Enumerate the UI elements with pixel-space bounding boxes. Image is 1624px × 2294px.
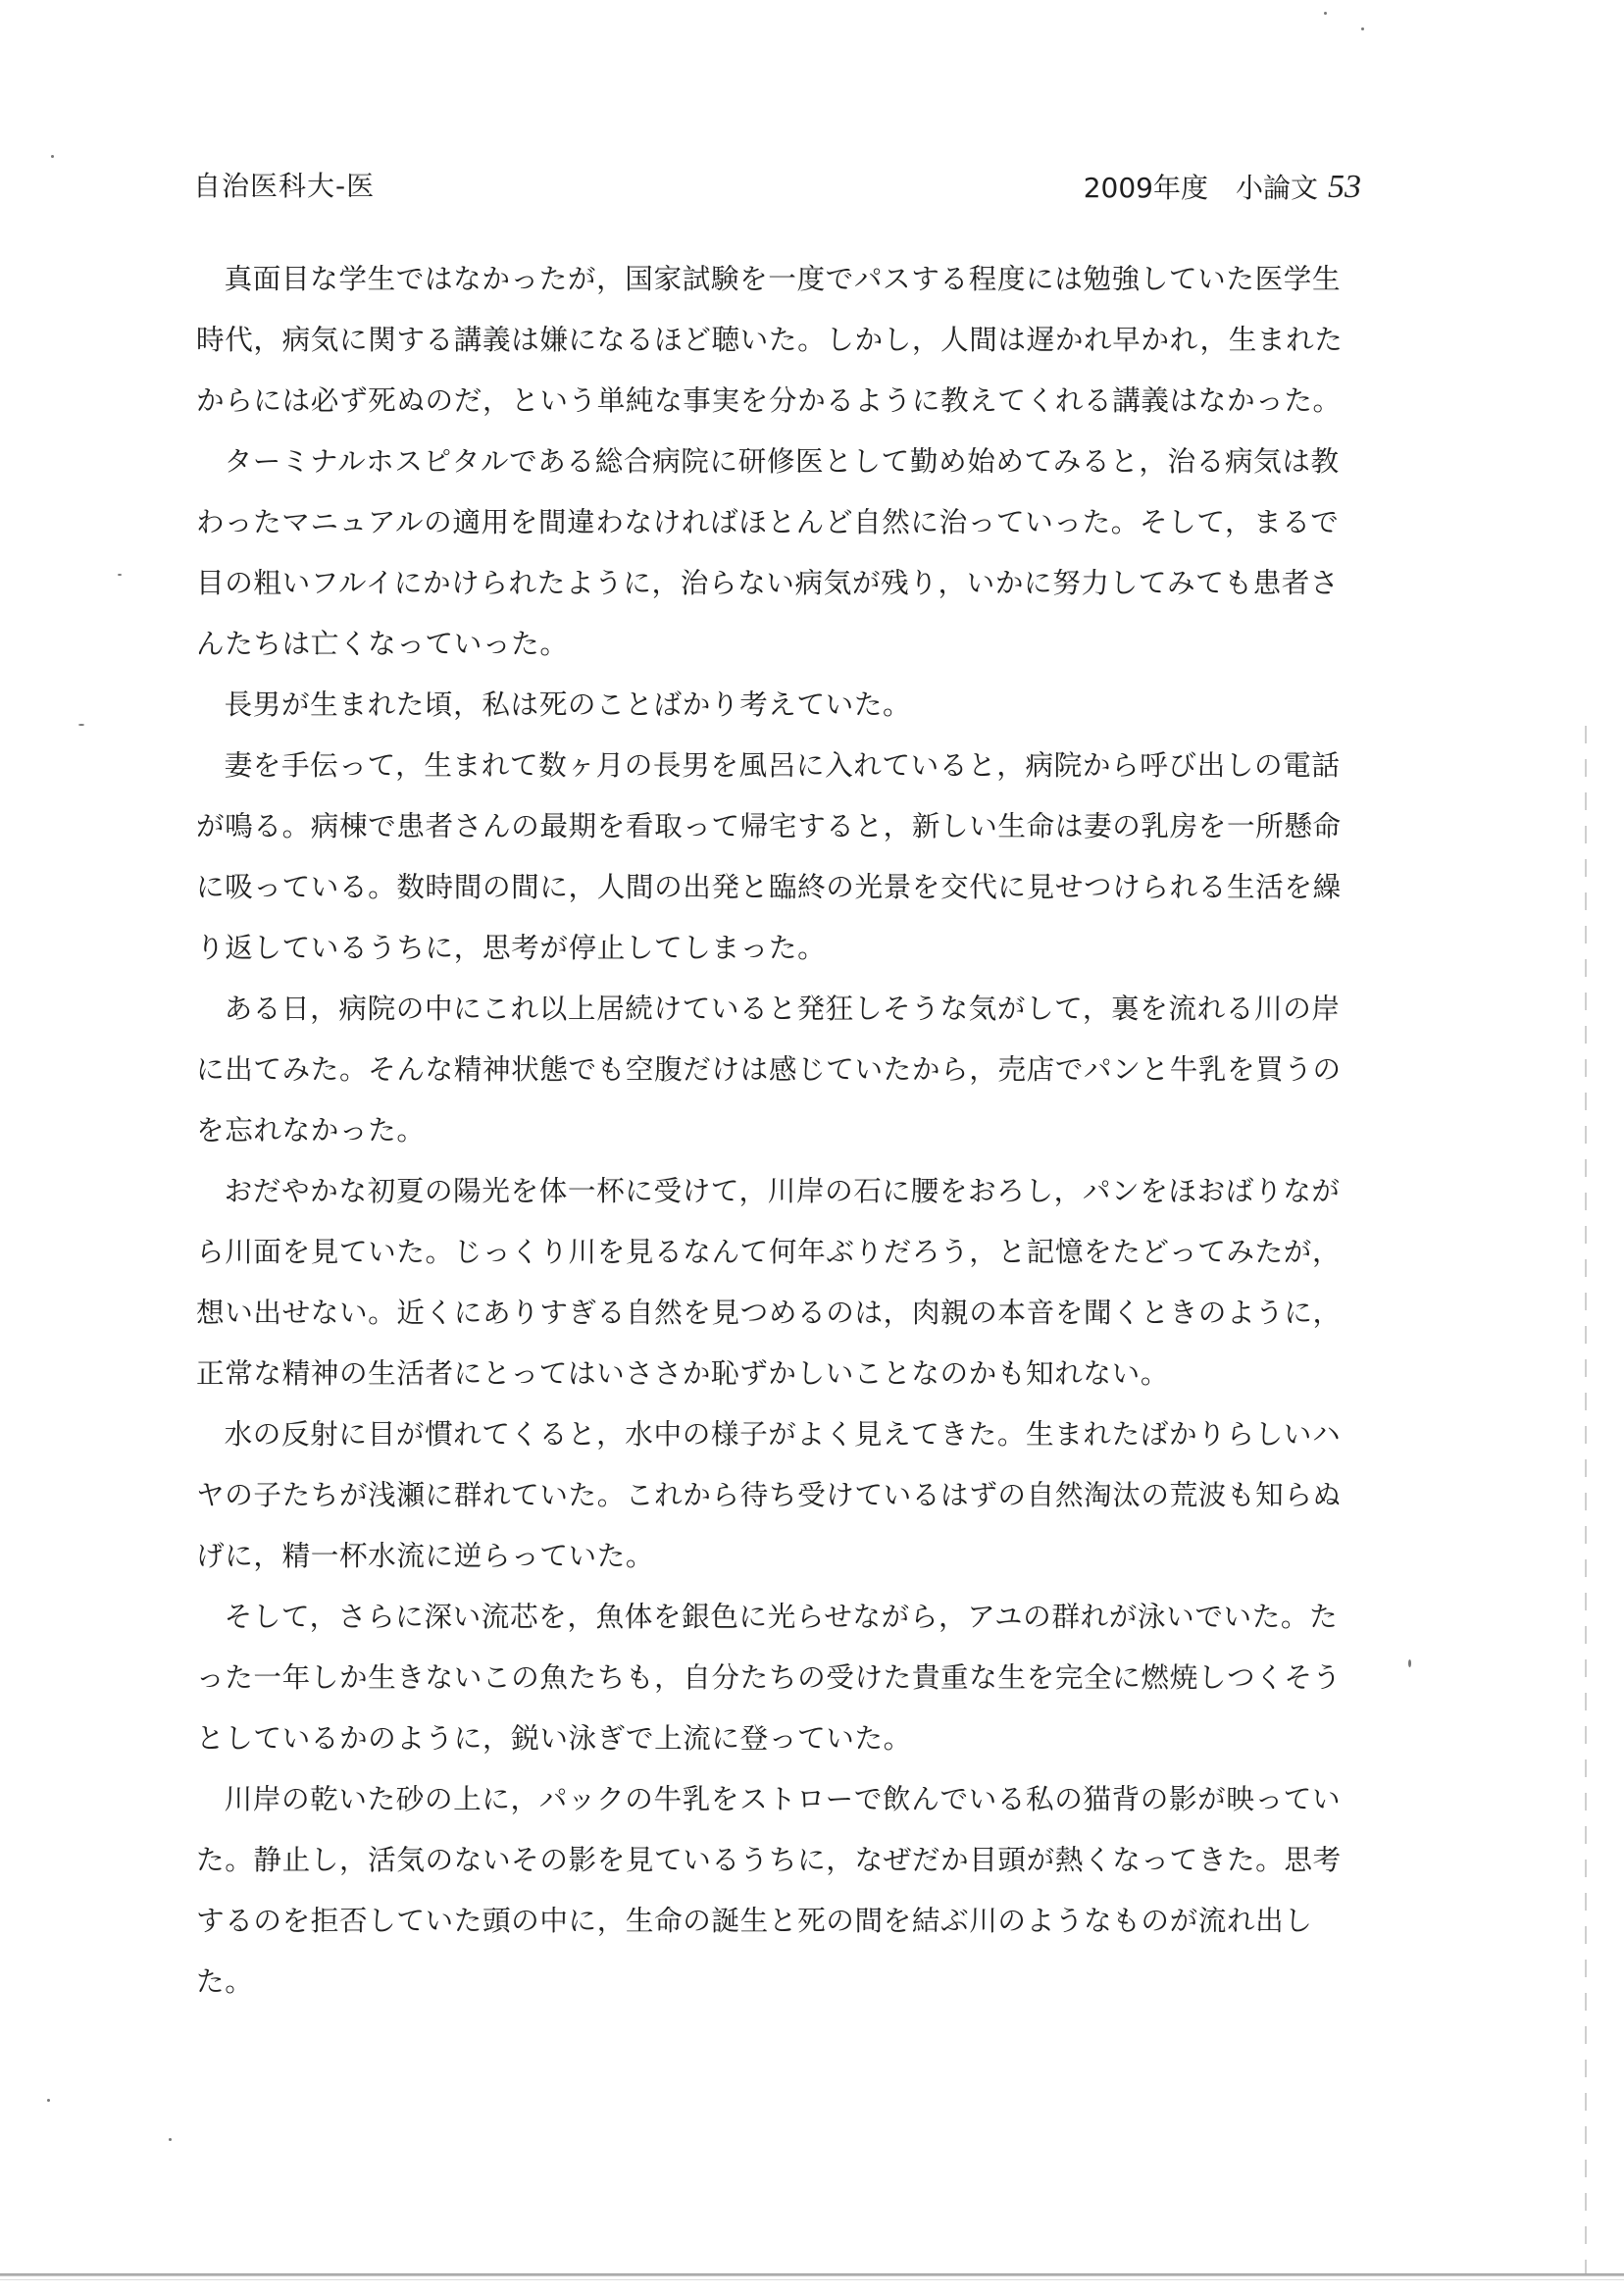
paragraph: おだやかな初夏の陽光を体一杯に受けて，川岸の石に腰をおろし，パンをほおばりながら川面を見ていた。じっくり川を見るなんて何年ぶりだろう，と記憶をたどってみたが，想い出せない。近くにありすぎる自然を見つめるのは，肉親の本音を聞くときのように，正常な精神の生活者にとってはいささか恥ずかしいことなのかも知れない。: [196, 1174, 1342, 1390]
paragraph: 水の反射に目が慣れてくると，水中の様子がよく見えてきた。生まれたばかりらしいハヤの子たちが浅瀬に群れていた。これから待ち受けているはずの自然淘汰の荒波も知らぬげに，精一杯水流に逆らっていた。: [196, 1417, 1342, 1572]
paragraph: ターミナルホスピタルである総合病院に研修医として勤め始めてみると，治る病気は教わったマニュアルの適用を間違わなければほとんど自然に治っていった。そして，まるで目の粗いフルイにかけられたように，治らない病気が残り，いかに努力してみても患者さんたちは亡くなっていった。: [196, 444, 1340, 660]
scan-speck: [169, 2138, 172, 2141]
header-university: 自治医科大-医: [193, 170, 376, 202]
scan-speck: [1408, 1659, 1411, 1667]
scan-speck: [1361, 27, 1364, 30]
paragraph: 妻を手伝って，生まれて数ヶ月の長男を風呂に入れていると，病院から呼び出しの電話が鳴る。病棟で患者さんの最期を看取って帰宅すると，新しい生命は妻の乳房を一所懸命に吸っている。数時間の間に，人間の出発と臨終の光景を交代に見せつけられる生活を繰り返しているうちに，思考が停止してしまった。: [196, 748, 1342, 964]
paragraph: 長男が生まれた頃，私は死のことばかり考えていた。: [224, 688, 912, 721]
header-meta: [1084, 167, 1361, 206]
scan-speck: [118, 574, 122, 576]
paragraph: そして，さらに深い流芯を，魚体を銀色に光らせながら，アユの群れが泳いでいた。たった一年しか生きないこの魚たちも，自分たちの受けた貴重な生を完全に燃焼しつくそうとしているかのように，鋭い泳ぎで上流に登っていた。: [196, 1600, 1342, 1755]
scan-speck: [78, 724, 84, 726]
paragraph: 真面目な学生ではなかったが，国家試験を一度でパスする程度には勉強していた医学生時代，病気に関する講義は嫌になるほど聴いた。しかし，人間は遅かれ早かれ，生まれたからには必ず死ぬのだ，という単純な事実を分かるように教えてくれる講義はなかった。: [196, 262, 1344, 417]
header-year: 2009年度: [1083, 172, 1208, 204]
scan-speck: [47, 2099, 50, 2102]
scan-bottom-edge: [0, 2273, 1624, 2276]
header-subject: 小論文: [1235, 172, 1318, 204]
scan-edge-shadow: [1585, 726, 1587, 2275]
scan-speck: [51, 155, 54, 158]
scan-speck: [1324, 12, 1327, 15]
paragraph: 川岸の乾いた砂の上に，パックの牛乳をストローで飲んでいる私の猫背の影が映っていた。静止し，活気のないその影を見ているうちに，なぜだか目頭が熱くなってきた。思考するのを拒否していた頭の中に，生命の誕生と死の間を結ぶ川のようなものが流れ出した。: [196, 1782, 1342, 1998]
page-number: 53: [1328, 169, 1361, 205]
paragraph: ある日，病院の中にこれ以上居続けていると発狂しそうな気がして，裏を流れる川の岸に出てみた。そんな精神状態でも空腹だけは感じていたから，売店でパンと牛乳を買うのを忘れなかった。: [196, 992, 1342, 1147]
essay-body: [196, 248, 1363, 2012]
scan-bottom-edge-faint: [0, 2279, 1624, 2280]
